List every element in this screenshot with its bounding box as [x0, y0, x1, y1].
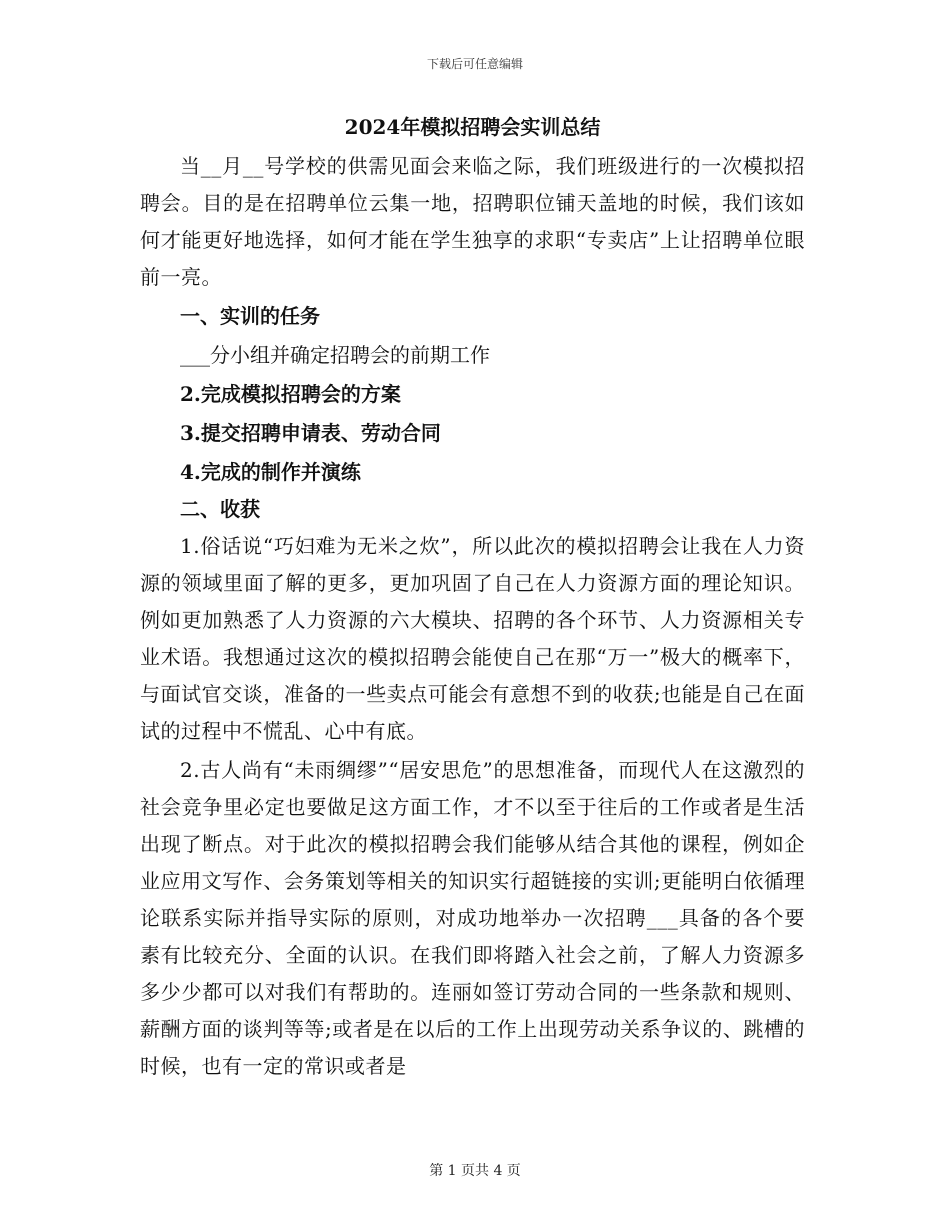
gain-paragraph-2: 2.古人尚有“未雨绸缪”“居安思危”的思想准备，而现代人在这激烈的社会竞争里必定也要做足这方面工作，才不以至于往后的工作或者是生活出现了断点。对于此次的模拟招聘会我们能够从结合其他的课程，例如企业应用文写作、会务策划等相关的知识实行超链接的实训;更能明白依循理论联系实际并指导实际的原则，对成功地举办一次招聘___具备的各个要素有比较充分、全面的认识。在我们即将踏入社会之前，了解人力资源多多少少都可以对我们有帮助的。连丽如签订劳动合同的一些条款和规则、薪酬方面的谈判等等;或者是在以后的工作上出现劳动关系争议的、跳槽的时候，也有一定的常识或者是: [140, 758, 805, 1078]
page-header: 下载后可任意编辑: [426, 57, 523, 71]
page-footer: 第 1 页共 4 页: [429, 1163, 521, 1179]
section-heading-tasks: 一、实训的任务: [180, 304, 320, 328]
document-body: [140, 112, 805, 1085]
gain-paragraph-1: 1.俗话说“巧妇难为无米之炊”，所以此次的模拟招聘会让我在人力资源的领域里面了解的更多，更加巩固了自己在人力资源方面的理论知识。例如更加熟悉了人力资源的六大模块、招聘的各个环节、人力资源相关专业术语。我想通过这次的模拟招聘会能使自己在那“万一”极大的概率下，与面试官交谈，准备的一些卖点可能会有意想不到的收获;也能是自己在面试的过程中不慌乱、心中有底。: [140, 534, 805, 743]
task-item-2: 2.完成模拟招聘会的方案: [180, 382, 401, 406]
document-title: 2024年模拟招聘会实训总结: [344, 115, 601, 139]
task-item-4: 4.完成的制作并演练: [180, 460, 361, 484]
section-heading-gains: 二、收获: [180, 497, 260, 521]
intro-paragraph: 当__月__号学校的供需见面会来临之际，我们班级进行的一次模拟招聘会。目的是在招聘单位云集一地，招聘职位铺天盖地的时候，我们该如何才能更好地选择，如何才能在学生独享的求职“专卖店”上让招聘单位眼前一亮。: [140, 154, 805, 289]
task-item-1: ___分小组并确定招聘会的前期工作: [180, 343, 490, 367]
task-item-3: 3.提交招聘申请表、劳动合同: [180, 421, 441, 445]
